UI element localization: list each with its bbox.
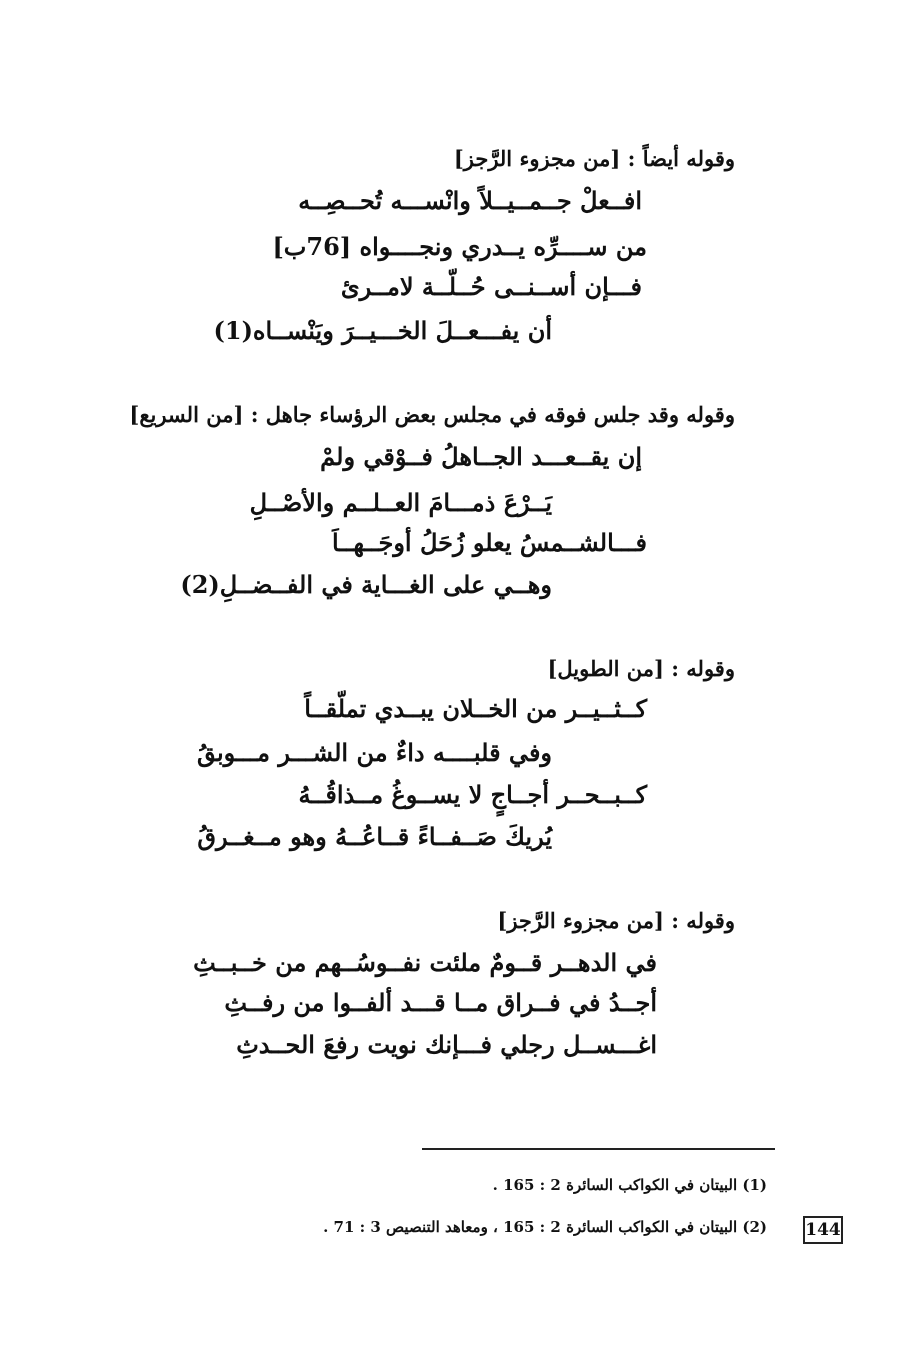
section-4-verse-1: في الدهــر قــومٌ ملئت نفــوسُــهم من خــبــثِ — [193, 948, 657, 977]
section-4-intro: وقوله : [من مجزوء الرَّجز] — [497, 908, 735, 933]
page-number: 144 — [803, 1216, 843, 1244]
section-1-intro: وقوله أيضاً : [من مجزوء الرَّجز] — [453, 146, 735, 171]
section-1-verse-2: من ســــرِّه يــدري ونجــــواه [76ب] — [272, 232, 647, 261]
section-1-verse-3: فـــإن أســنــى حُــلّــة لامــرئ — [340, 272, 642, 301]
footnote-1: (1) البيتان في الكواكب السائرة 2 : 165 . — [492, 1176, 767, 1194]
section-3-verse-4: يُريكَ صَــفــاءً قــاعُــهُ وهو مــغــرقُ — [197, 822, 552, 851]
section-2-verse-1: إن يقــعـــد الجــاهلُ فــوْقي ولمْ — [320, 442, 642, 471]
section-1-verse-1: افــعلْ جــمــيــلاً وانْســـه تُحــصِــه — [298, 186, 642, 215]
section-3-verse-1: كــثــيــر من الخــلان يبــدي تملّقــاً — [304, 694, 647, 723]
section-2-verse-4: وهــي على الغـــاية في الفــضــلِ(2) — [180, 570, 552, 599]
section-2-verse-2: يَــرْعَ ذمـــامَ العــلــم والأصْــلِ — [249, 488, 552, 517]
section-4-verse-2: أجــدُ في فــراق مــا قـــد ألفــوا من رفــثِ — [224, 988, 657, 1017]
section-2-verse-3: فـــالشــمسُ يعلو زُحَلُ أوجَــهــاَ — [332, 528, 647, 557]
section-3-verse-3: كــبــحــر أجــاجٍ لا يســوغُ مــذاقُــهُ — [298, 780, 647, 809]
footnote-divider — [422, 1148, 775, 1150]
footnote-2: (2) البيتان في الكواكب السائرة 2 : 165 ، ومعاهد التنصيص 3 : 71 . — [323, 1218, 767, 1236]
section-4-verse-3: اغـــســل رجلي فـــإنك نويت رفعَ الحــدثِ — [236, 1030, 657, 1059]
section-2-intro: وقوله وقد جلس فوقه في مجلس بعض الرؤساء جاهل : [من السريع] — [129, 402, 735, 427]
section-1-verse-4: أن يفـــعــلَ الخـــيــرَ ويَنْســاه(1) — [213, 316, 552, 345]
section-3-intro: وقوله : [من الطويل] — [547, 656, 735, 681]
section-3-verse-2: وفي قلبــــه داءٌ من الشـــر مـــوبقُ — [196, 738, 552, 767]
